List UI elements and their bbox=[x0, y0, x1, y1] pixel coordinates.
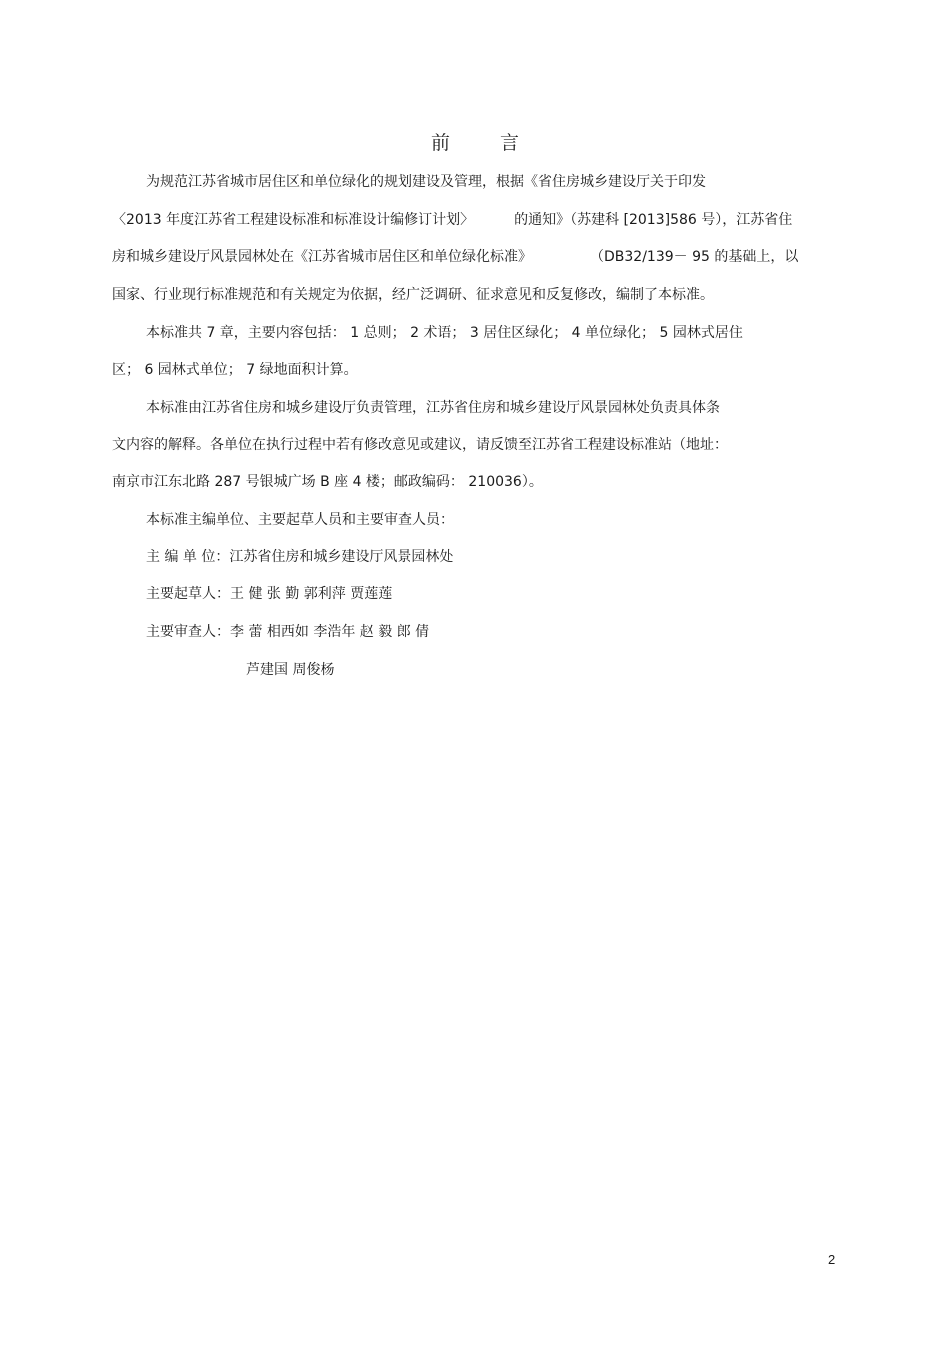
paragraph3-line3: 南京市江东北路 287 号银城广场 B 座 4 楼；邮政编码： 210036）。 bbox=[112, 474, 543, 490]
drafters: 主要起草人：王 健 张 勤 郭利萍 贾莲莲 bbox=[146, 586, 393, 602]
paragraph1-line3a: 房和城乡建设厅风景园林处在《江苏省城市居住区和单位绿化标准》 bbox=[112, 249, 532, 265]
paragraph3-line2: 文内容的解释。各单位在执行过程中若有修改意见或建议，请反馈至江苏省工程建设标准站（地址： bbox=[112, 437, 728, 453]
reviewers-continued: 芦建国 周俊杨 bbox=[246, 662, 335, 678]
page-number: 2 bbox=[828, 1252, 836, 1267]
paragraph2-line1: 本标准共 7 章，主要内容包括： 1 总则； 2 术语； 3 居住区绿化； 4 单位绿化； 5 园林式居住 bbox=[146, 325, 743, 341]
paragraph1-line3b: （DB32/139－ 95 的基础上，以 bbox=[590, 249, 799, 265]
paragraph1-line3 bbox=[112, 247, 798, 267]
chief-unit: 主 编 单 位：江苏省住房和城乡建设厅风景园林处 bbox=[146, 549, 454, 565]
paragraph2-line2: 区； 6 园林式单位； 7 绿地面积计算。 bbox=[112, 362, 358, 378]
paragraph1-line2b: 的通知》（苏建科 [2013]586 号），江苏省住 bbox=[514, 212, 793, 228]
page-title: 前 言 bbox=[430, 132, 542, 154]
paragraph1-line4: 国家、行业现行标准规范和有关规定为依据，经广泛调研、征求意见和反复修改，编制了本标准。 bbox=[112, 287, 714, 303]
reviewers: 主要审查人：李 蕾 相西如 李浩年 赵 毅 郎 倩 bbox=[146, 624, 430, 640]
paragraph3-line1: 本标准由江苏省住房和城乡建设厅负责管理，江苏省住房和城乡建设厅风景园林处负责具体条 bbox=[146, 400, 720, 416]
paragraph1-line2 bbox=[112, 210, 792, 230]
staff-intro: 本标准主编单位、主要起草人员和主要审查人员： bbox=[146, 512, 454, 528]
paragraph1-line2a: 〈2013 年度江苏省工程建设标准和标准设计编修订计划〉 bbox=[112, 212, 475, 228]
paragraph1-line1: 为规范江苏省城市居住区和单位绿化的规划建设及管理，根据《省住房城乡建设厅关于印发 bbox=[146, 174, 706, 190]
